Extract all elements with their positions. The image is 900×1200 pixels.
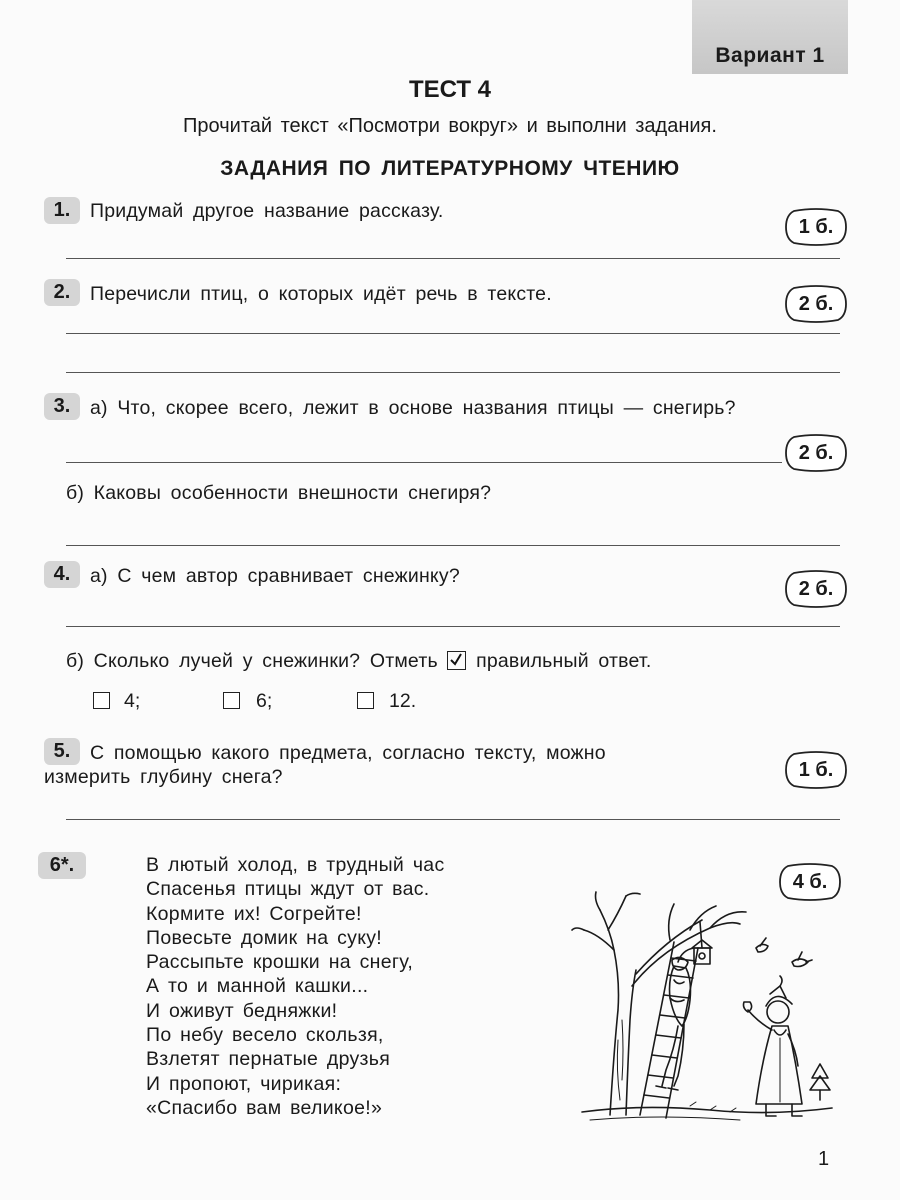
task-4-number: 4. bbox=[44, 561, 80, 588]
task-5-text-line-1: С помощью какого предмета, согласно тексту, можно bbox=[90, 742, 606, 764]
task-2-number: 2. bbox=[44, 279, 80, 306]
option-12-label: 12. bbox=[389, 690, 417, 712]
poem-line: И оживут бедняжки! bbox=[146, 999, 338, 1022]
task-4a-text: а) С чем автор сравнивает снежинку? bbox=[90, 565, 460, 587]
task-3b-answer-line[interactable] bbox=[66, 545, 840, 546]
option-4-checkbox[interactable] bbox=[93, 692, 110, 709]
task-4-points-badge: 2 б. bbox=[784, 569, 848, 609]
poem bbox=[146, 853, 445, 1120]
poem-line: По небу весело скользя, bbox=[146, 1024, 384, 1047]
task-4b-text bbox=[66, 650, 652, 673]
task-3b-text: б) Каковы особенности внешности снегиря? bbox=[66, 482, 492, 504]
option-4-label: 4; bbox=[124, 690, 141, 712]
task-1-points-badge: 1 б. bbox=[784, 207, 848, 247]
option-6-checkbox[interactable] bbox=[223, 692, 240, 709]
task-2-points-badge: 2 б. bbox=[784, 284, 848, 324]
task-3-points-badge: 2 б. bbox=[784, 433, 848, 473]
option-6-label: 6; bbox=[256, 690, 273, 712]
task-3a-answer-line[interactable] bbox=[66, 462, 782, 463]
task-5-answer-line[interactable] bbox=[66, 819, 840, 820]
poem-line: Взлетят пернатые друзья bbox=[146, 1048, 391, 1071]
task-3-number: 3. bbox=[44, 393, 80, 420]
task-2-text: Перечисли птиц, о которых идёт речь в тексте. bbox=[90, 283, 552, 305]
poem-line: Повесьте домик на суку! bbox=[146, 926, 383, 949]
variant-label: Вариант 1 bbox=[692, 0, 848, 74]
task-5-text-line-2: измерить глубину снега? bbox=[44, 766, 283, 788]
task-3a-text: а) Что, скорее всего, лежит в основе названия птицы — снегирь? bbox=[90, 397, 736, 419]
section-title: ЗАДАНИЯ ПО ЛИТЕРАТУРНОМУ ЧТЕНИЮ bbox=[220, 157, 680, 180]
instruction: Прочитай текст «Посмотри вокруг» и выполни задания. bbox=[183, 115, 717, 137]
poem-line: Спасенья птицы ждут от вас. bbox=[146, 878, 430, 901]
checkmark-icon bbox=[447, 651, 466, 670]
poem-line: И пропоют, чирикая: bbox=[146, 1072, 342, 1095]
poem-line: Кормите их! Согрейте! bbox=[146, 902, 362, 925]
task-1-text: Придумай другое название рассказу. bbox=[90, 200, 444, 222]
task-6-number: 6*. bbox=[38, 852, 86, 879]
task-2-answer-line-1[interactable] bbox=[66, 333, 840, 334]
task-4b-text-before: б) Сколько лучей у снежинки? Отметь bbox=[66, 650, 438, 672]
task-4b-text-after: правильный ответ. bbox=[476, 650, 652, 672]
winter-birds-illustration bbox=[570, 890, 840, 1130]
poem-line: «Спасибо вам великое!» bbox=[146, 1096, 383, 1119]
test-title: ТЕСТ 4 bbox=[408, 76, 492, 103]
task-5-points-badge: 1 б. bbox=[784, 750, 848, 790]
option-12-checkbox[interactable] bbox=[357, 692, 374, 709]
poem-line: В лютый холод, в трудный час bbox=[146, 854, 445, 876]
task-6-points-badge: 4 б. bbox=[778, 862, 842, 902]
task-4a-answer-line[interactable] bbox=[66, 626, 840, 627]
poem-line: Рассыпьте крошки на снегу, bbox=[146, 951, 414, 974]
task-5-number: 5. bbox=[44, 738, 80, 765]
task-1-number: 1. bbox=[44, 197, 80, 224]
poem-line: А то и манной кашки... bbox=[146, 975, 369, 998]
task-2-answer-line-2[interactable] bbox=[66, 372, 840, 373]
page-number: 1 bbox=[818, 1148, 830, 1170]
task-1-answer-line[interactable] bbox=[66, 258, 840, 259]
